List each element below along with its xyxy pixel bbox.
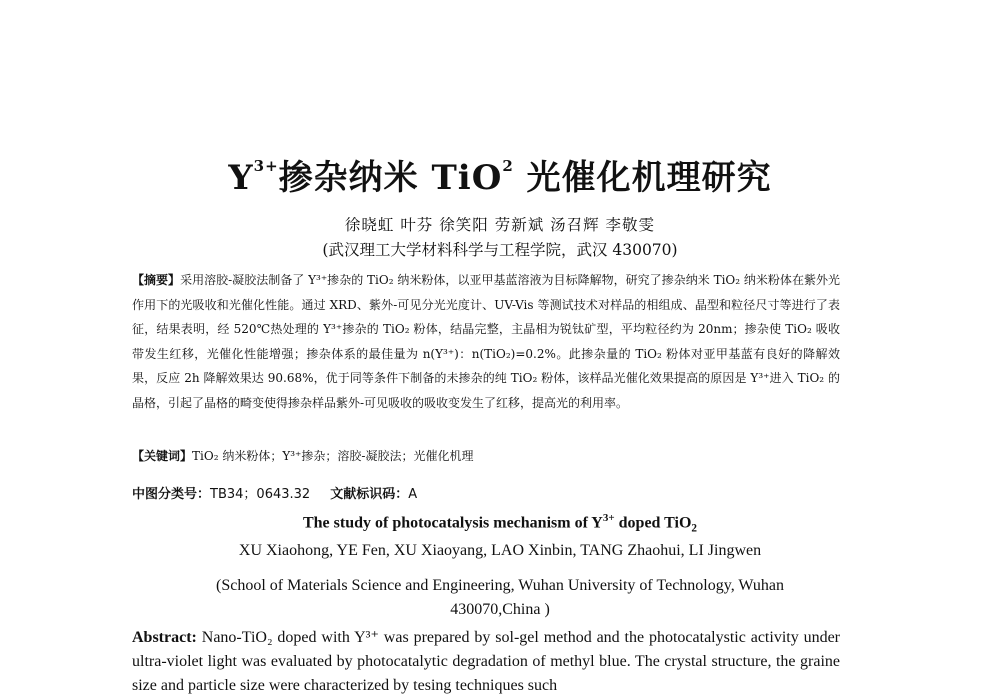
title-en-part-1: The study of photocatalysis mechanism of Y — [302, 514, 603, 532]
abstract-en-text: Nano-TiO₂ doped with Y³⁺ was prepared by sol-gel method and the photocatalystic activity under ultra-violet light was evaluated by photocatalytic degradation of methyl blue. The crystal structure, the graine size and particle size were characterized by tesing techniques such — [132, 629, 841, 694]
classification-label: 中图分类号： — [132, 487, 211, 502]
title-sup-1: 3+ — [253, 156, 279, 175]
classification-line — [132, 483, 417, 502]
affiliation-en-line-2: 430070,China ) — [450, 601, 550, 618]
abstract-cn-text: 采用溶胶-凝胶法制备了 Y³⁺掺杂的 TiO₂ 纳米粉体，以亚甲基蓝溶液为目标降解物，研究了掺杂纳米 TiO₂ 纳米粉体在紫外光作用下的光吸收和光催化性能。通过 XRD、紫外-可见分光光度计、UV-Vis 等测试技术对样品的相组成、晶型和粒径尺寸等进行了表征，结果表明，经 520℃热处理的 Y³⁺掺杂的 TiO₂ 粉体，结晶完整，主晶相为锐钛矿型，平均粒径约为 20nm；掺杂使 TiO₂ 吸收带发生红移，光催化性能增强；掺杂体系的最佳量为 n(Y³⁺)：n(TiO₂)=0.2%。此掺杂量的 TiO₂ 粉体对亚甲基蓝有良好的降解效果，反应 2h 降解效果达 90.68%，优于同等条件下制备的未掺杂的纯 TiO₂ 粉体，该样品光催化效果提高的原因是 Y³⁺进入 TiO₂ 的晶格，引起了晶格的畸变使得掺杂样品紫外-可见吸收的吸收变发生了红移，提高光的利用率。 — [132, 273, 840, 410]
title-part-1: Y — [228, 158, 254, 198]
classification-value: TB34；0643.32 — [210, 487, 311, 502]
abstract-cn-label: 【摘要】 — [132, 273, 181, 287]
doc-code-value: A — [408, 487, 418, 502]
authors-cn: 徐晓虹 叶芬 徐笑阳 劳新斌 汤召辉 李敬雯 — [344, 216, 656, 234]
doc-code-label: 文献标识码： — [330, 487, 409, 502]
abstract-cn — [132, 268, 840, 416]
paper-title-cn — [0, 150, 1000, 199]
keywords-cn-text: TiO₂ 纳米粉体；Y³⁺掺杂；溶胶-凝胶法；光催化机理 — [192, 449, 474, 463]
abstract-en — [132, 626, 840, 698]
title-part-3: 光催化机理研究 — [513, 158, 772, 198]
title-part-2: 掺杂纳米 TiO — [278, 158, 503, 198]
keywords-cn — [132, 447, 840, 464]
title-en-sup: 3+ — [602, 512, 615, 524]
title-en-part-2: doped TiO — [614, 514, 692, 532]
affiliation-en — [0, 574, 1000, 622]
keywords-cn-label: 【关键词】 — [132, 449, 193, 463]
affiliation-cn: (武汉理工大学材料科学与工程学院，武汉 430070) — [322, 241, 678, 259]
paper-title-en — [0, 512, 1000, 535]
abstract-en-label: Abstract: — [132, 629, 197, 646]
authors-en: XU Xiaohong, YE Fen, XU Xiaoyang, LAO Xinbin, TANG Zhaohui, LI Jingwen — [238, 542, 762, 559]
title-sup-2: 2 — [502, 156, 514, 175]
title-en-sub: 2 — [691, 522, 698, 535]
affiliation-en-line-1: (School of Materials Science and Engineering, Wuhan University of Technology, Wuhan — [216, 577, 784, 594]
